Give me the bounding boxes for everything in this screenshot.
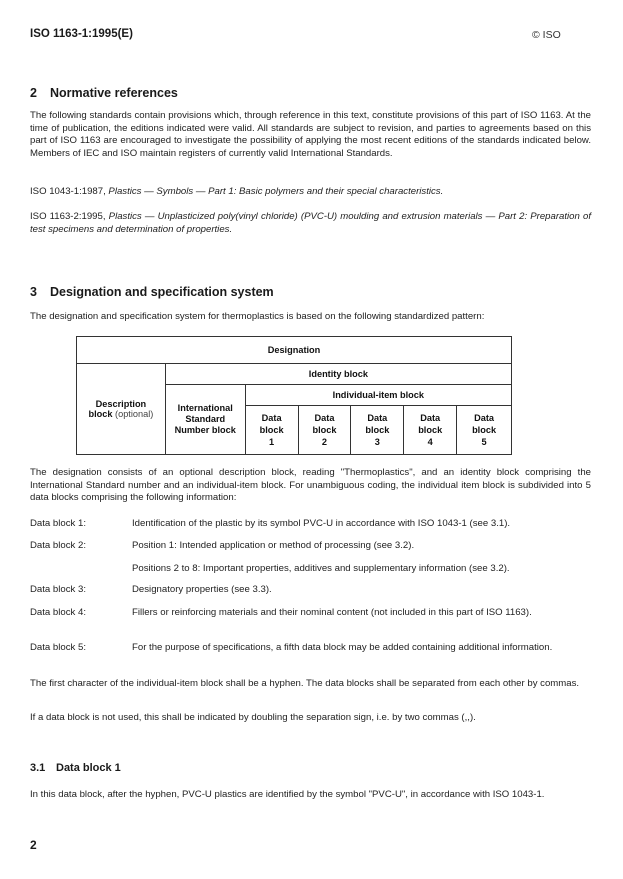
section-title: Normative references bbox=[50, 86, 178, 100]
individual-item-block-cell: Individual-item block bbox=[245, 385, 511, 406]
data-block-text: Fillers or reinforcing materials and their nominal content (not included in this part of ISO 1163). bbox=[132, 607, 532, 618]
separator-note: The first character of the individual-item block shall be a hyphen. The data blocks shall be separated from each other by commas. bbox=[30, 678, 580, 689]
reference-code: ISO 1163-2:1995, bbox=[30, 211, 106, 222]
reference-code: ISO 1043-1:1987, bbox=[30, 186, 106, 197]
designation-intro: The designation and specification system for thermoplastics is based on the following standardized pattern: bbox=[30, 311, 485, 322]
data-block-cell: Data block 1 bbox=[245, 406, 298, 455]
data-block-text: Position 1: Intended application or method of processing (see 3.2). bbox=[132, 540, 415, 551]
designation-header: Designation bbox=[77, 337, 512, 364]
reference-title: Plastics — Symbols — Part 1: Basic polymers and their special characteristics. bbox=[108, 186, 444, 197]
section-3-1-heading bbox=[30, 762, 121, 774]
unused-block-note: If a data block is not used, this shall be indicated by doubling the separation sign, i.e. by two commas (,,). bbox=[30, 712, 476, 723]
section-number: 3.1 bbox=[30, 762, 46, 774]
data-block-label: Data block 5: bbox=[30, 642, 86, 653]
section-3-heading bbox=[30, 285, 274, 299]
description-block-cell bbox=[77, 364, 166, 455]
data-block-text: Positions 2 to 8: Important properties, additives and supplementary information (see 3.2). bbox=[132, 563, 510, 574]
isn-label: International bbox=[177, 403, 233, 413]
data-block-label: Data block 2: bbox=[30, 540, 86, 551]
identity-block-cell: Identity block bbox=[165, 364, 511, 385]
section-number: 3 bbox=[30, 285, 37, 299]
data-block-text: For the purpose of specifications, a fifth data block may be added containing additional information. bbox=[132, 642, 553, 653]
section-title: Data block 1 bbox=[56, 762, 121, 774]
document-id: ISO 1163-1:1995(E) bbox=[30, 28, 133, 40]
designation-table bbox=[76, 336, 512, 455]
section-title: Designation and specification system bbox=[50, 285, 274, 299]
data-block-1-text: In this data block, after the hyphen, PVC-U plastics are identified by the symbol "PVC-U", in accordance with ISO 1043-1. bbox=[30, 789, 545, 800]
copyright-mark: © ISO bbox=[532, 29, 561, 41]
reference-title: Plastics — Unplasticized poly(vinyl chloride) (PVC-U) moulding and extrusion materials — Part 2: Preparation of test specimens and determination of properties. bbox=[30, 211, 591, 235]
isn-label: Standard bbox=[185, 414, 226, 424]
data-block-cell: Data block 2 bbox=[298, 406, 351, 455]
description-label: Description bbox=[95, 399, 147, 409]
description-label: block bbox=[88, 409, 113, 419]
data-block-cell: Data block 4 bbox=[404, 406, 457, 455]
reference-item bbox=[30, 211, 591, 236]
data-block-label: Data block 4: bbox=[30, 607, 86, 618]
data-block-label: Data block 1: bbox=[30, 518, 86, 529]
data-block-cell: Data block 3 bbox=[351, 406, 404, 455]
section-2-heading bbox=[30, 86, 178, 100]
designation-explanation: The designation consists of an optional description block, reading "Thermoplastics", and an identity block comprising the International Standard number and an individual-item block. For unambiguous coding, the individual item block is subdivided into 5 data blocks comprising the following information: bbox=[30, 467, 591, 503]
normative-intro: The following standards contain provisions which, through reference in this text, constitute provisions of this part of ISO 1163. At the time of publication, the editions indicated were valid. All standards are subject to revision, and parties to agreements based on this part of ISO 1163 are encouraged to investigate the possibility of applying the most recent editions of the standards indicated below. Members of IEC and ISO maintain registers of currently valid International Standards. bbox=[30, 110, 591, 159]
isn-label: Number block bbox=[174, 425, 236, 435]
data-block-text: Identification of the plastic by its symbol PVC-U in accordance with ISO 1043-1 (see 3.1). bbox=[132, 518, 511, 529]
data-block-cell: Data block 5 bbox=[457, 406, 512, 455]
reference-item bbox=[30, 186, 591, 199]
page-number: 2 bbox=[30, 838, 37, 852]
optional-label: (optional) bbox=[115, 409, 154, 419]
isn-block-cell bbox=[165, 385, 245, 455]
data-block-label: Data block 3: bbox=[30, 584, 86, 595]
data-block-text: Designatory properties (see 3.3). bbox=[132, 584, 272, 595]
section-number: 2 bbox=[30, 86, 37, 100]
